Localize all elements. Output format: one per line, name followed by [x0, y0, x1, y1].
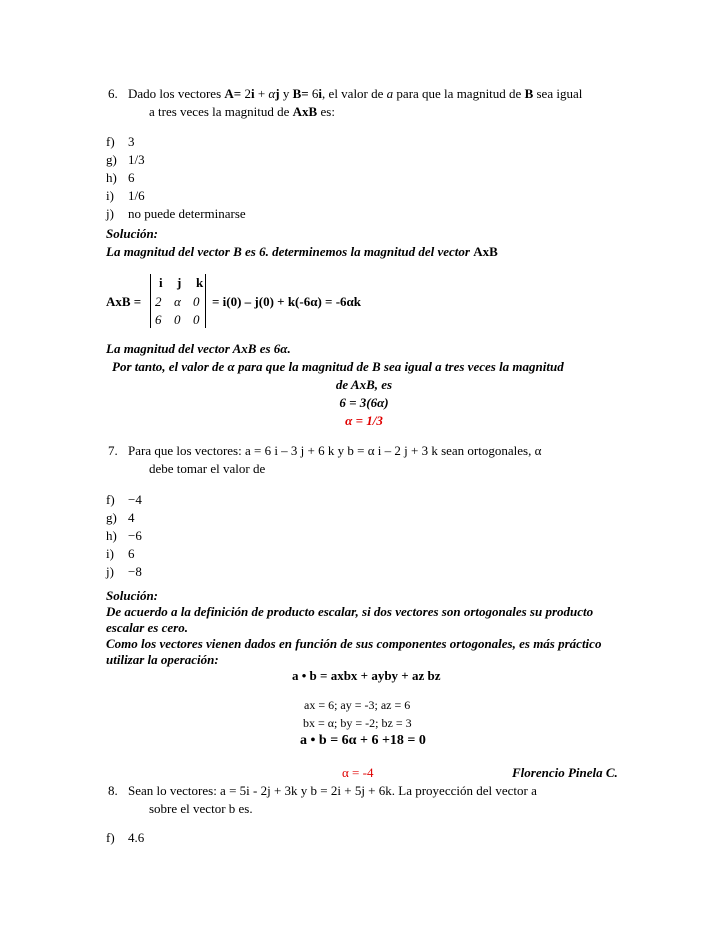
q6-option-g: g) 1/3 — [106, 152, 145, 167]
solution-7-p1: De acuerdo a la definición de producto escalar, si dos vectores son ortogonales su producto — [106, 604, 594, 619]
solution-6-line1: La magnitud del vector B es 6. determinemos la magnitud del vector AxB — [106, 244, 498, 259]
q6-option-i: i) 1/6 — [106, 188, 145, 203]
dot-product-formula: a • b = axbx + ayby + az bz — [292, 668, 441, 683]
author-signature: Florencio Pinela C. — [512, 765, 618, 780]
question-7-line2: debe tomar el valor de — [149, 461, 266, 476]
q7-option-f: f) −4 — [106, 492, 142, 507]
solution-7-p2: escalar es cero. — [106, 620, 188, 635]
question-6-number: 6. — [108, 86, 118, 101]
solution-6-magnitude: La magnitud del vector AxB es 6α. — [106, 341, 291, 356]
q6-option-j: j) no puede determinarse — [106, 206, 246, 221]
q8-option-f: f) 4.6 — [106, 830, 145, 845]
matrix-right-bar — [205, 274, 206, 328]
q7-option-h: h) −6 — [106, 528, 142, 543]
q6-option-f: f) 3 — [106, 134, 135, 149]
matrix-rhs: = i(0) – j(0) + k(-6α) = -6αk — [212, 294, 362, 309]
question-6-line2: a tres veces la magnitud de AxB es: — [149, 104, 335, 119]
solution-6-equation: 6 = 3(6α) — [339, 395, 389, 410]
question-8-line2: sobre el vector b es. — [149, 801, 253, 816]
solution-6-heading: Solución: — [106, 226, 159, 241]
question-6-line1: 6. Dado los vectores A= 2i + αj y B= 6i, el valor de a para que la magnitud de B sea igual — [108, 86, 583, 101]
q7-option-i: i) 6 — [106, 546, 135, 561]
components-a: ax = 6; ay = -3; az = 6 — [304, 698, 411, 712]
solution-6-answer: α = 1/3 — [345, 413, 383, 428]
solution-7-p3: Como los vectores vienen dados en función de sus componentes ortogonales, es más práctico — [106, 636, 602, 651]
matrix-left-bar — [150, 274, 151, 328]
q6-option-h: h) 6 — [106, 170, 135, 185]
solution-7-p4: utilizar la operación: — [106, 652, 219, 667]
question-7-line1: 7. Para que los vectores: a = 6 i – 3 j + 6 k y b = α i – 2 j + 3 k sean ortogonales, α — [108, 443, 542, 458]
question-8-line1: 8. Sean lo vectores: a = 5i - 2j + 3k y b = 2i + 5j + 6k. La proyección del vector a — [108, 783, 537, 798]
solution-6-therefore: Por tanto, el valor de α para que la magnitud de B sea igual a tres veces la magnitud — [112, 359, 564, 374]
matrix-lhs: AxB = — [106, 294, 142, 309]
q7-option-j: j) −8 — [106, 564, 142, 579]
solution-7-heading: Solución: — [106, 588, 159, 603]
dot-product-equation: a • b = 6α + 6 +18 = 0 — [300, 733, 426, 748]
solution-6-de-axb: de AxB, es — [335, 377, 393, 392]
components-b: bx = α; by = -2; bz = 3 — [303, 716, 412, 730]
solution-7-answer: α = -4 — [342, 765, 374, 780]
q7-option-g: g) 4 — [106, 510, 135, 525]
